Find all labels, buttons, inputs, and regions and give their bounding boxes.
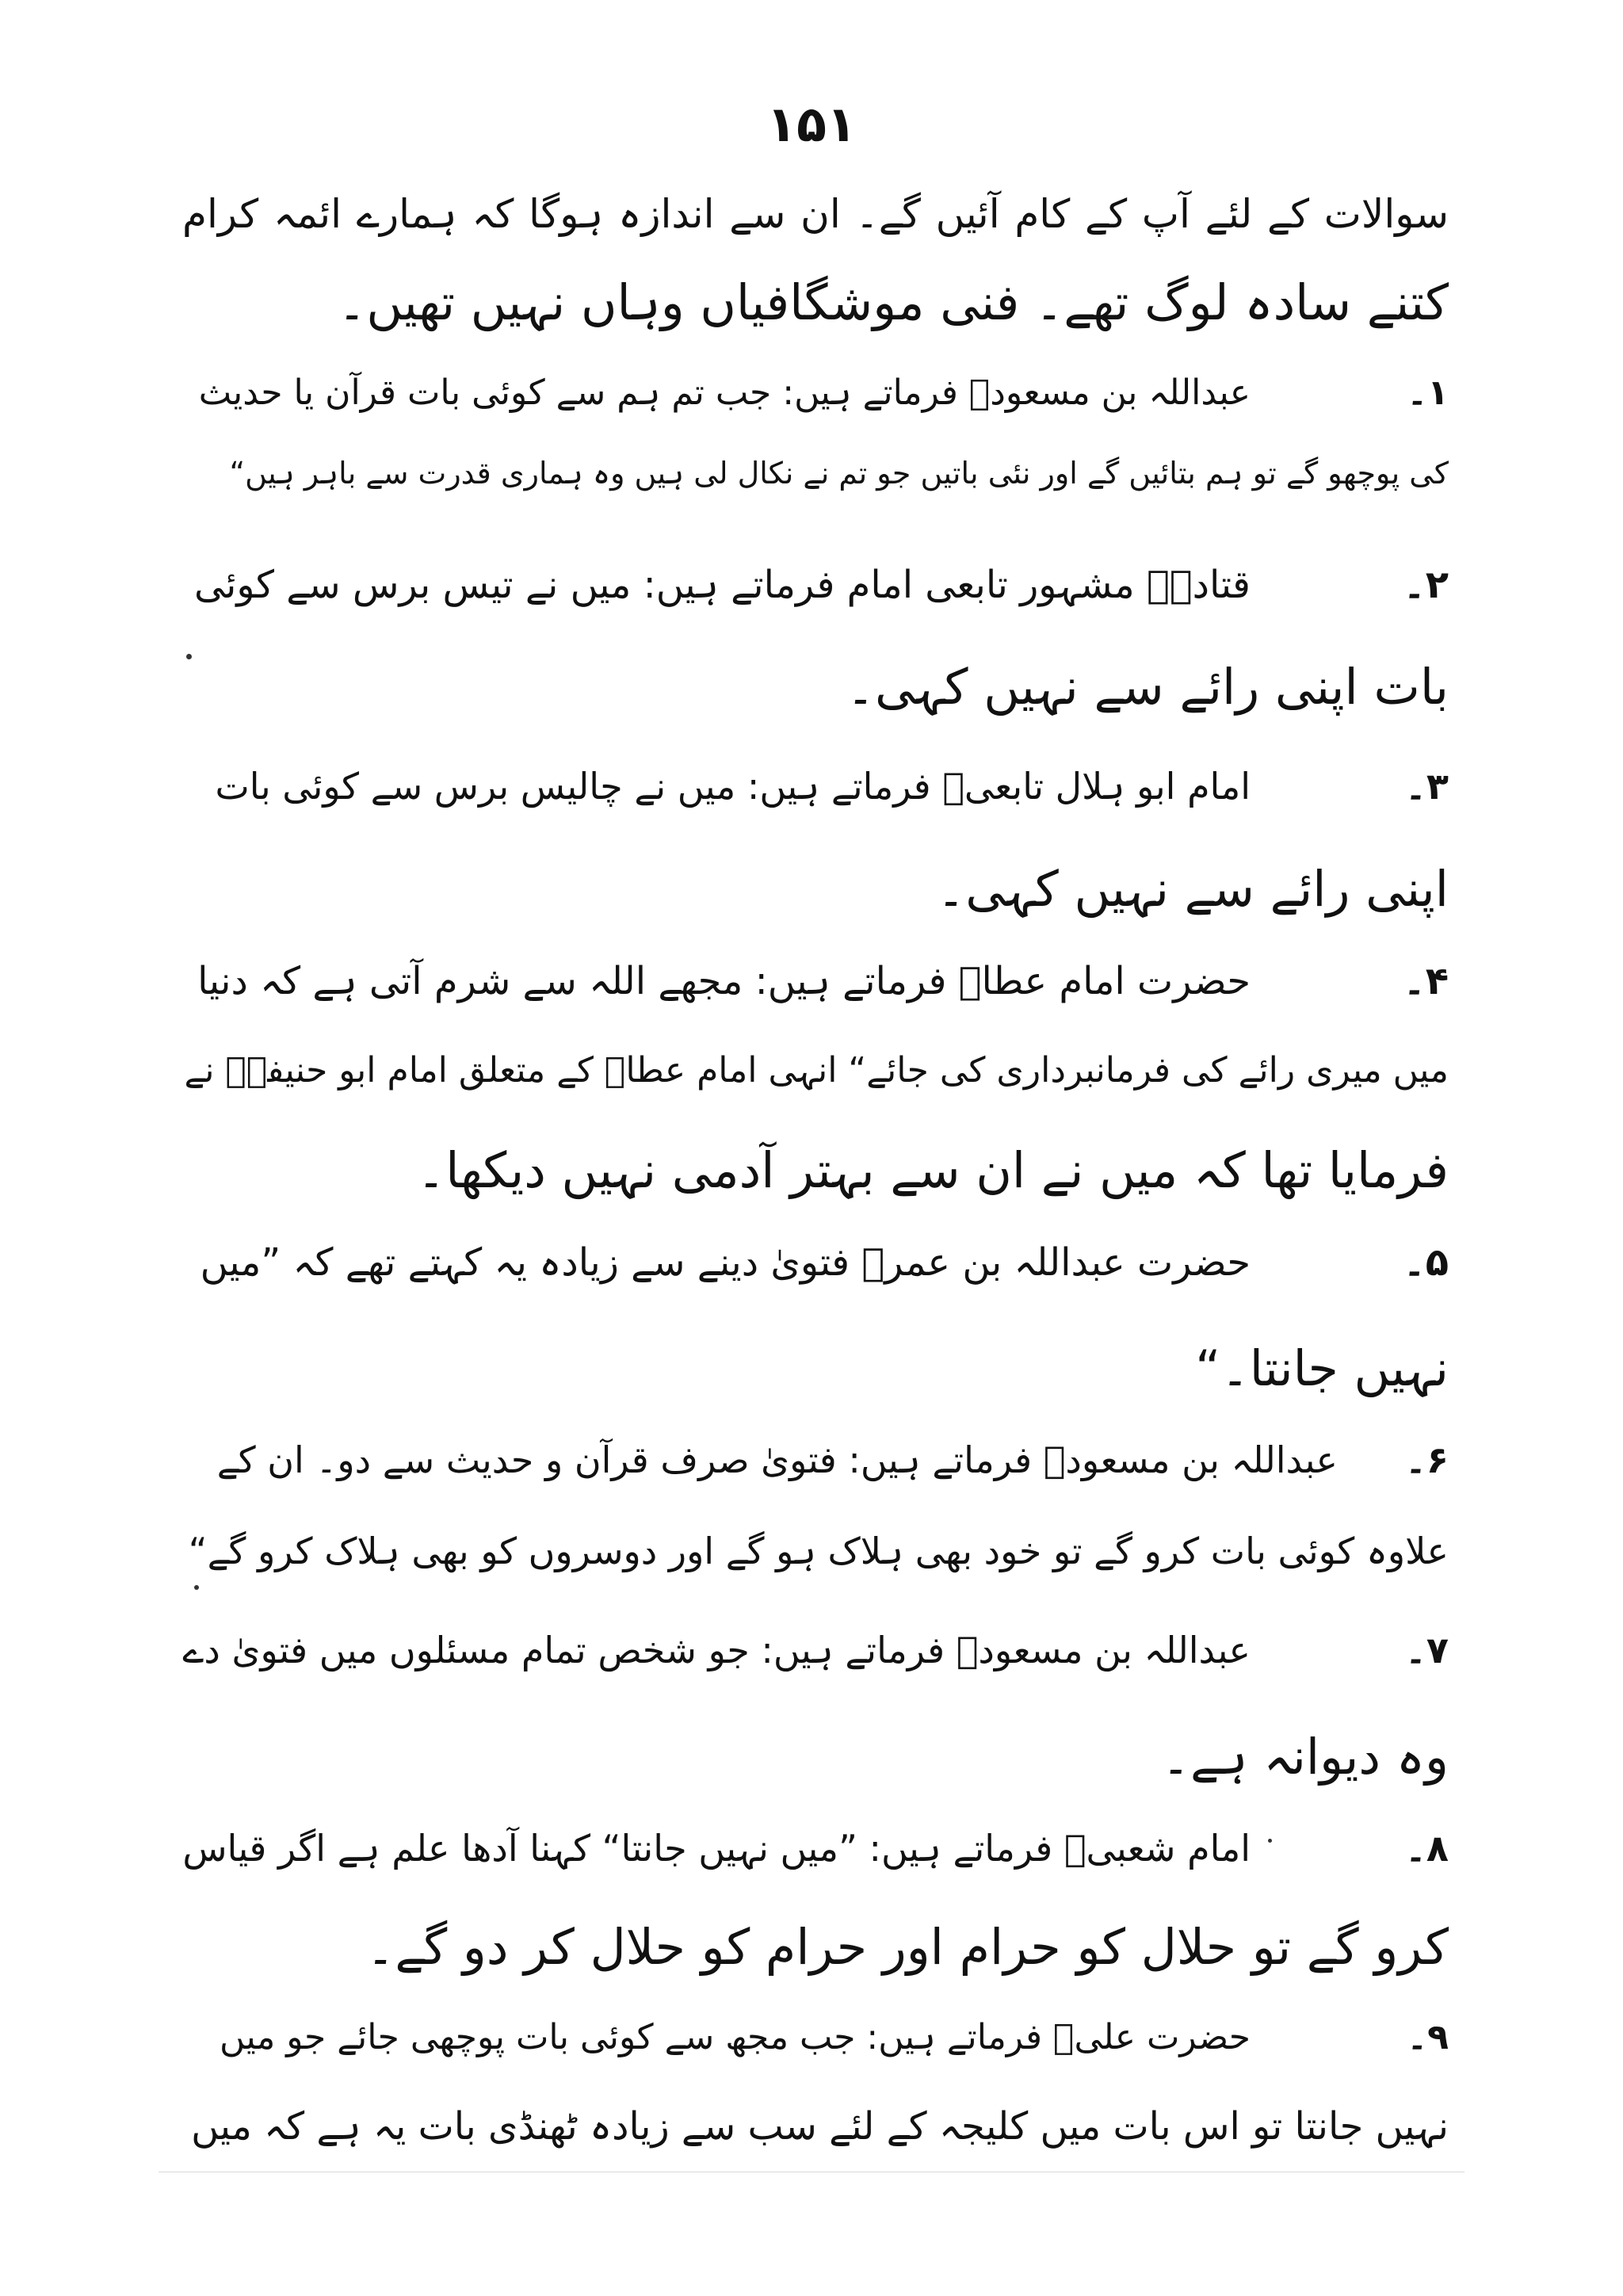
list-item-9	[220, 2017, 1449, 2059]
text-line: میں میری رائے کی فرمانبرداری کی جائے“ انہی امام عطاؒ کے متعلق امام ابو حنیفہؒ نے	[184, 1050, 1449, 1091]
item-number: ۸۔	[1404, 1827, 1449, 1870]
text-line: علاوہ کوئی بات کرو گے تو خود بھی ہلاک ہو گے اور دوسروں کو بھی ہلاک کرو گے“	[188, 1530, 1449, 1572]
list-item-8	[182, 1827, 1449, 1870]
scan-speck	[186, 654, 192, 659]
text-line: حضرت علیؓ فرماتے ہیں: جب مجھ سے کوئی بات پوچھی جائے جو میں	[219, 2017, 1251, 2057]
text-line: عبداللہ بن مسعودؓ فرماتے ہیں: جب تم ہم سے کوئی بات قرآن یا حدیث	[198, 372, 1251, 413]
text-line: نہیں جانتا۔“	[1195, 1339, 1449, 1397]
scan-speck	[194, 1585, 199, 1590]
text-line: وہ دیوانہ ہے۔	[1161, 1728, 1449, 1786]
text-line: حضرت عبداللہ بن عمرؓ فتویٰ دینے سے زیادہ یہ کہتے تھے کہ ”میں	[200, 1240, 1251, 1285]
text-line: امام ابو ہلال تابعیؒ فرماتے ہیں: میں نے چالیس برس سے کوئی بات	[215, 765, 1251, 808]
text-line: حضرت امام عطاؒ فرماتے ہیں: مجھے اللہ سے شرم آتی ہے کہ دنیا	[197, 959, 1251, 1003]
item-number: ۷۔	[1404, 1629, 1449, 1671]
text-line: کتنے سادہ لوگ تھے۔ فنی موشگافیاں وہاں نہیں تھیں۔	[338, 273, 1449, 331]
item-number: ۴۔	[1403, 959, 1449, 1003]
page-number: ۱۵۱	[766, 95, 857, 153]
text-line: بات اپنی رائے سے نہیں کہی۔	[846, 658, 1449, 716]
item-number: ۶۔	[1404, 1438, 1449, 1481]
item-number: ۲۔	[1403, 563, 1449, 607]
list-item-2	[194, 563, 1449, 609]
item-number: ۱۔	[1407, 372, 1449, 413]
text-line: امام شعبیؒ فرماتے ہیں: ”میں نہیں جانتا“ کہنا آدھا علم ہے اگر قیاس	[182, 1827, 1251, 1870]
text-line: کی پوچھو گے تو ہم بتائیں گے اور نئی باتیں جو تم نے نکال لی ہیں وہ ہماری قدرت سے باہر ہیں“	[229, 456, 1449, 491]
text-line: عبداللہ بن مسعودؓ فرماتے ہیں: جو شخص تمام مسئلوں میں فتویٰ دے	[182, 1629, 1251, 1671]
text-line: سوالات کے لئے آپ کے کام آئیں گے۔ ان سے اندازہ ہوگا کہ ہمارے ائمہ کرام	[182, 191, 1449, 237]
list-item-3	[216, 765, 1449, 808]
item-number: ۳۔	[1404, 765, 1449, 808]
text-line: نہیں جانتا تو اس بات میں کلیجہ کے لئے سب سے زیادہ ٹھنڈی بات یہ ہے کہ میں	[191, 2104, 1449, 2149]
item-number: ۵۔	[1403, 1240, 1449, 1285]
item-number: ۹۔	[1407, 2017, 1449, 2057]
text-line: کرو گے تو حلال کو حرام اور حرام کو حلال کر دو گے۔	[366, 1918, 1449, 1976]
list-item-4	[197, 959, 1449, 1005]
text-line: عبداللہ بن مسعودؓ فرماتے ہیں: فتویٰ صرف قرآن و حدیث سے دو۔ ان کے	[216, 1438, 1338, 1481]
text-line: فرمایا تھا کہ میں نے ان سے بہتر آدمی نہیں دیکھا۔	[416, 1141, 1449, 1199]
list-item-5	[200, 1240, 1449, 1286]
text-line: قتادہؒ مشہور تابعی امام فرماتے ہیں: میں نے تیس برس سے کوئی	[193, 563, 1251, 607]
text-line: اپنی رائے سے نہیں کہی۔	[936, 860, 1449, 918]
list-item-6	[217, 1438, 1449, 1482]
list-item-7	[182, 1629, 1449, 1672]
scan-speck	[1268, 1839, 1272, 1843]
list-item-1	[199, 372, 1449, 415]
